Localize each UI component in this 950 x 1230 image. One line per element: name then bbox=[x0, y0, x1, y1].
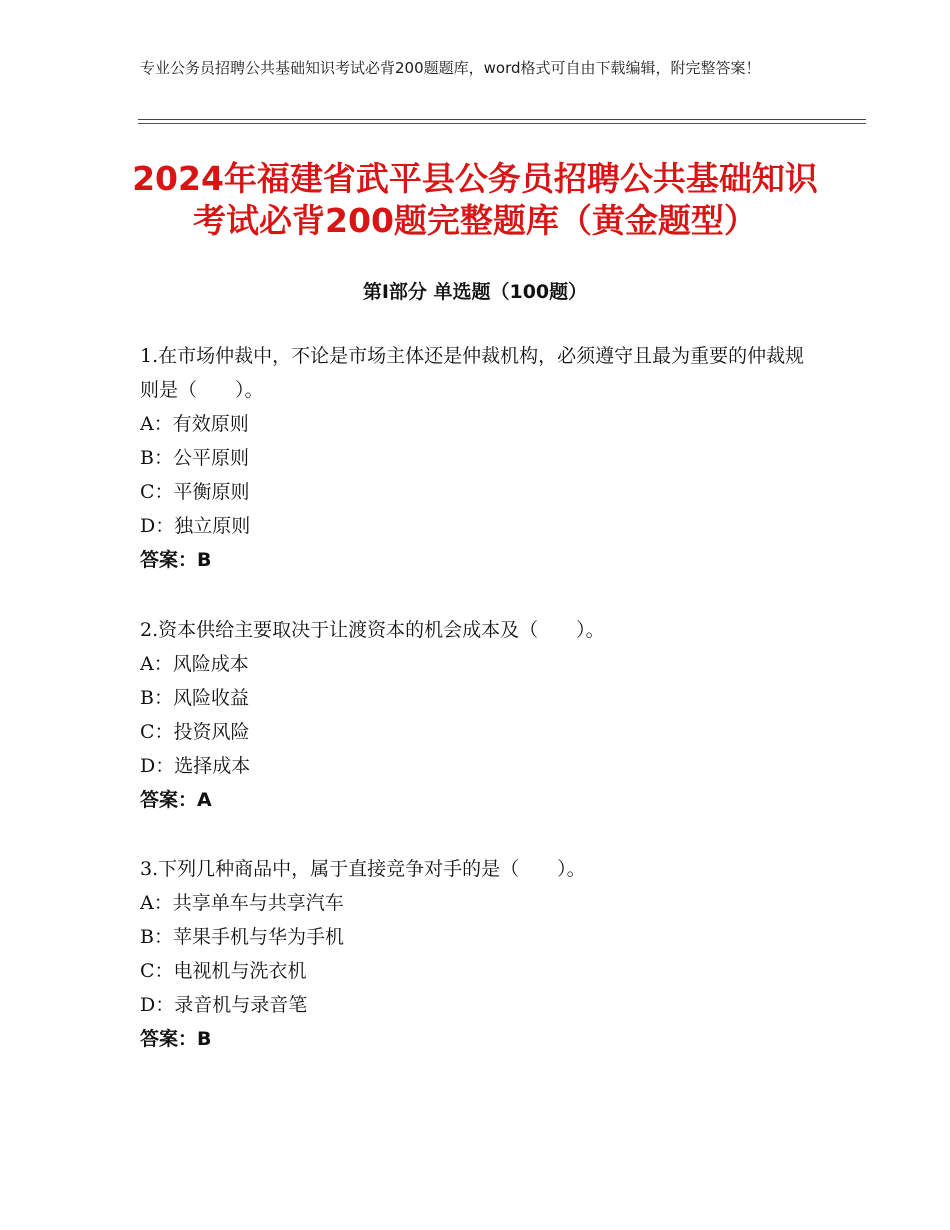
answer: 答案：A bbox=[140, 789, 212, 811]
question-1 bbox=[140, 339, 820, 577]
option-b: B：公平原则 bbox=[140, 447, 249, 469]
question-stem: 2.资本供给主要取决于让渡资本的机会成本及（ ）。 bbox=[140, 619, 605, 641]
option-a: A：风险成本 bbox=[140, 653, 249, 675]
option-c: C：投资风险 bbox=[140, 721, 250, 743]
question-2 bbox=[140, 613, 820, 817]
header-rule-thin bbox=[138, 123, 866, 124]
question-stem: 1.在市场仲裁中，不论是市场主体还是仲裁机构，必须遵守且最为重要的仲裁规则是（ ）。 bbox=[140, 345, 805, 401]
option-b: B：风险收益 bbox=[140, 687, 249, 709]
option-b: B：苹果手机与华为手机 bbox=[140, 926, 344, 948]
answer: 答案：B bbox=[140, 549, 212, 571]
option-a: A：有效原则 bbox=[140, 413, 249, 435]
option-d: D：选择成本 bbox=[140, 755, 251, 777]
header-rule-thick bbox=[138, 119, 866, 120]
option-c: C：平衡原则 bbox=[140, 481, 250, 503]
question-stem: 3.下列几种商品中，属于直接竞争对手的是（ ）。 bbox=[140, 858, 586, 880]
document-title: 2024年福建省武平县公务员招聘公共基础知识考试必背200题完整题库（黄金题型） bbox=[132, 159, 818, 240]
header-note: 专业公务员招聘公共基础知识考试必背200题题库，word格式可自由下载编辑，附完整答案！ bbox=[140, 59, 761, 77]
option-c: C：电视机与洗衣机 bbox=[140, 960, 307, 982]
option-d: D：录音机与录音笔 bbox=[140, 994, 308, 1016]
section-heading: 第Ⅰ部分 单选题（100题） bbox=[362, 281, 588, 303]
answer: 答案：B bbox=[140, 1028, 212, 1050]
option-a: A：共享单车与共享汽车 bbox=[140, 892, 344, 914]
question-3 bbox=[140, 852, 820, 1056]
option-d: D：独立原则 bbox=[140, 515, 251, 537]
